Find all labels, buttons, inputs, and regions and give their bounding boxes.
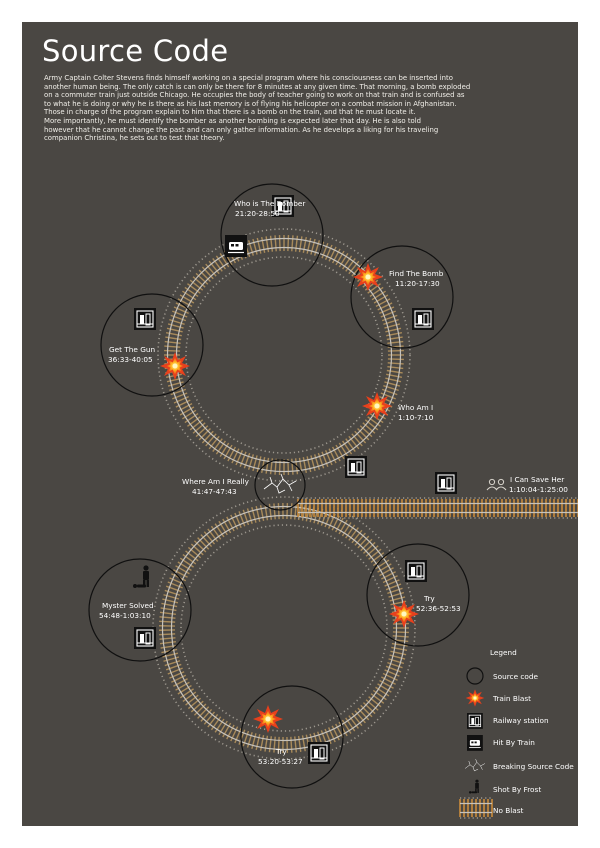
legend-label: No Blast	[493, 806, 524, 815]
synopsis-line: Those in charge of the program explain to him that there is a bomb on the train, and that he must locate it.	[44, 108, 416, 117]
event-time: 52:36-52:53	[416, 604, 461, 613]
event-name: Who is The Bomber	[234, 199, 306, 208]
lower-loop-track	[153, 497, 415, 759]
circle-outline-icon	[467, 668, 483, 684]
straight-track	[298, 498, 578, 518]
event-name: Try	[276, 747, 287, 756]
legend-label: Source code	[493, 672, 538, 681]
explosion-icon	[253, 705, 283, 733]
railway-station-icon	[308, 742, 330, 764]
railway-station-icon	[405, 560, 427, 582]
crack-icon	[264, 474, 296, 493]
railway-station-icon	[345, 456, 367, 478]
crack-icon	[465, 759, 485, 771]
timeline-diagram	[22, 22, 578, 826]
event-time: 54:48-1:03:10	[99, 611, 151, 620]
event-name: Where Am I Really	[182, 477, 249, 486]
event-time: 36:33-40:05	[108, 355, 153, 364]
event-name: Who Am I	[398, 403, 434, 412]
upper-loop-track	[158, 229, 410, 481]
synopsis-line: companion Christina, he sets out to test that theory.	[44, 134, 225, 143]
poster	[22, 22, 578, 826]
event-time: 53:20-53:27	[258, 757, 303, 766]
shot-figure-icon	[469, 780, 479, 794]
synopsis-line: on a commuter train just outside Chicago. He occupies the body of teacher going to work on that train and is confused as	[44, 91, 465, 100]
event-name: Find The Bomb	[389, 269, 444, 278]
event-time: 21:20-28:50	[235, 209, 280, 218]
source-code-circle-try-1	[367, 544, 469, 646]
event-name: Get The Gun	[109, 345, 156, 354]
people-icon	[487, 479, 506, 490]
explosion-icon	[160, 352, 190, 380]
poster-title: Source Code	[42, 34, 229, 68]
legend-title: Legend	[490, 648, 517, 657]
shot-figure-icon	[133, 565, 149, 588]
synopsis-line: to what he is doing or why he is there as his last memory is of flying his helicopter on a combat mission in Afghanistan.	[44, 99, 457, 108]
legend-track-sample	[460, 798, 492, 818]
straight-track-icon	[460, 798, 492, 818]
source-code-circle-find-the-bomb	[351, 246, 453, 348]
railway-station-icon	[134, 627, 156, 649]
railway-station-icon	[435, 472, 457, 494]
synopsis-line: Army Captain Colter Stevens finds himself working on a special program where his consciousness can be inserted into	[44, 74, 453, 82]
railway-station-icon	[134, 308, 156, 330]
railway-station-icon	[467, 713, 483, 729]
train-icon	[467, 735, 483, 751]
synopsis-line: More importantly, he must identify the bomber as another bombing is expected later that day. He is also told	[44, 116, 422, 125]
synopsis-line: another human being. The only catch is can only be there for 8 minutes at any given time. That morning, a bomb exploded	[44, 82, 471, 91]
event-name: Try	[424, 594, 435, 603]
legend-label: Breaking Source Code	[493, 762, 574, 771]
legend-label: Shot By Frost	[493, 785, 542, 794]
legend-label: Hit By Train	[493, 738, 535, 747]
legend-label: Train Blast	[493, 694, 531, 703]
synopsis-line: however that he cannot change the past and can only gather information. As he develops a liking for his traveling	[44, 125, 439, 134]
event-name: Myster Solved	[102, 601, 154, 610]
explosion-icon	[466, 689, 485, 706]
train-icon	[225, 235, 247, 257]
legend-label: Railway station	[493, 716, 549, 725]
railway-station-icon	[412, 308, 434, 330]
event-time: 1:10-7:10	[398, 413, 434, 422]
event-time: 1:10:04-1:25:00	[509, 485, 568, 494]
event-time: 41:47-47:43	[192, 487, 237, 496]
event-time: 11:20-17:30	[395, 279, 440, 288]
legend	[460, 648, 574, 818]
event-name: I Can Save Her	[510, 475, 565, 484]
